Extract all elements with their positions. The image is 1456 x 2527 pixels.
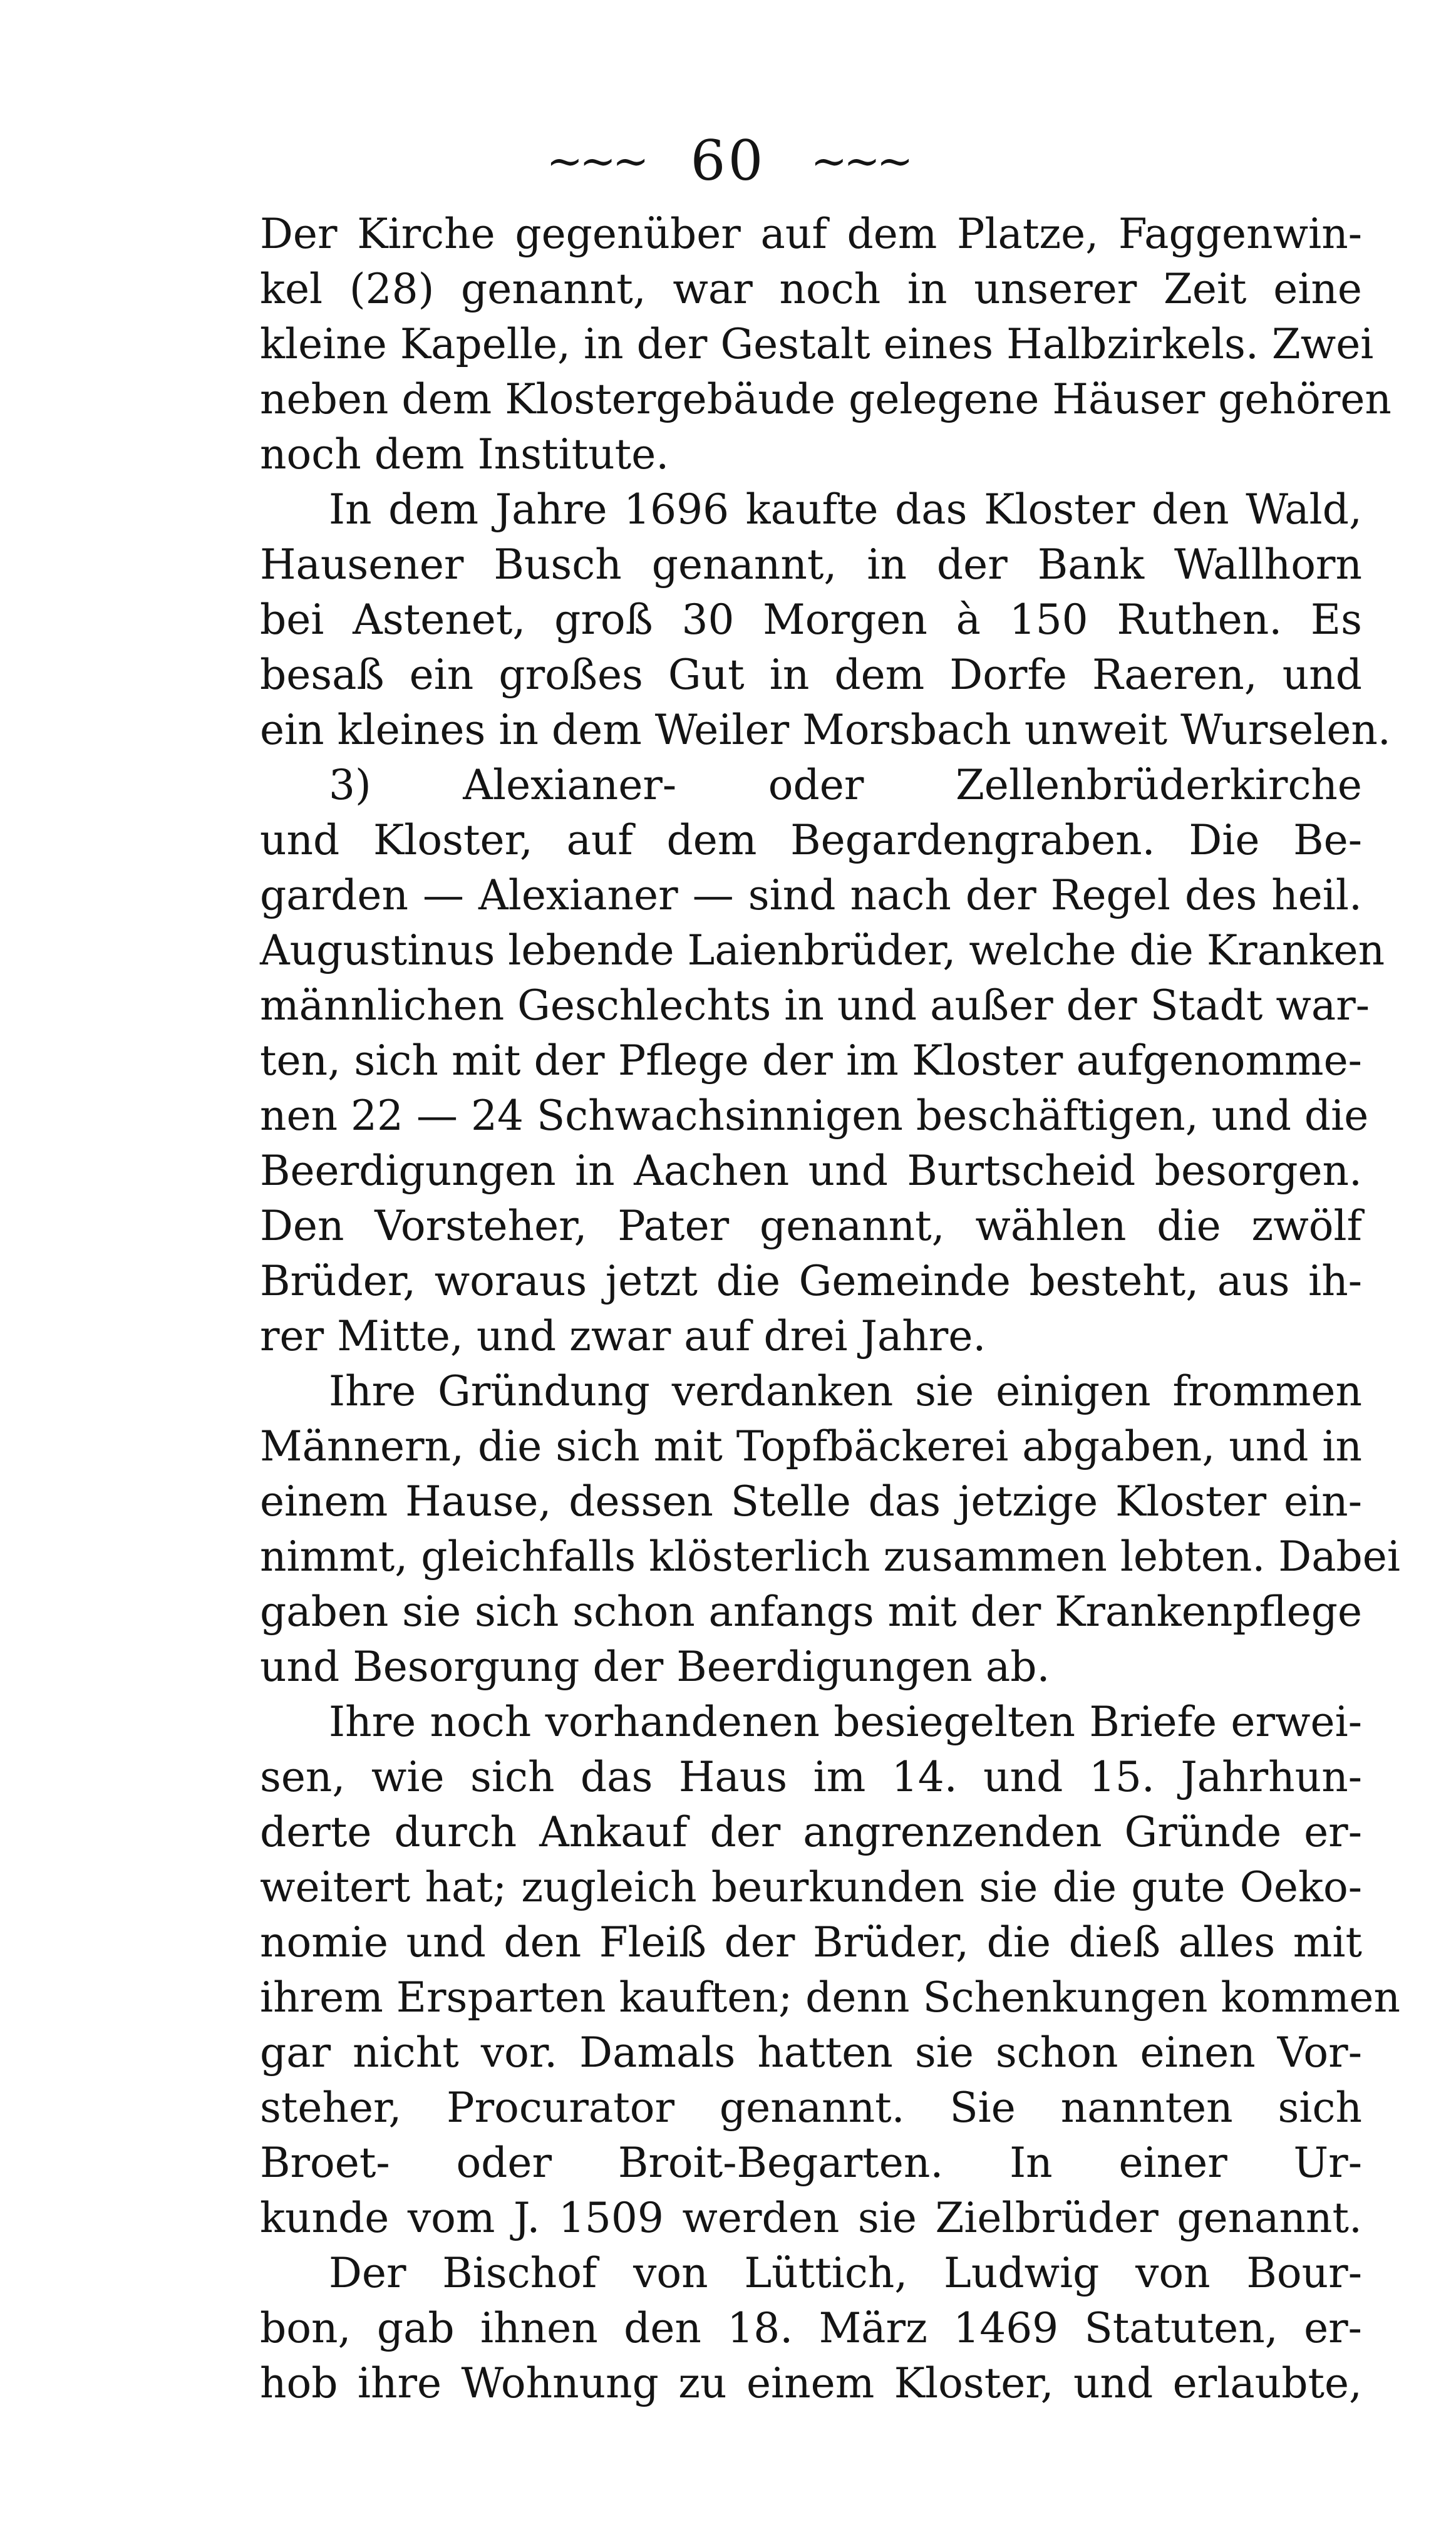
text-line: noch dem Institute.: [260, 430, 669, 478]
text-line: gaben sie sich schon anfangs mit der Krankenpflege: [260, 1588, 1362, 1636]
text-line: Hausener Busch genannt, in der Bank Wallhorn: [260, 540, 1362, 589]
text-line: derte durch Ankauf der angrenzenden Gründe er-: [260, 1808, 1362, 1856]
text-line: neben dem Klostergebäude gelegene Häuser gehören: [260, 375, 1391, 423]
ornament-right: ~~~: [810, 135, 910, 187]
text-line: Ihre Gründung verdanken sie einigen frommen: [329, 1367, 1362, 1415]
text-line: bei Astenet, groß 30 Morgen à 150 Ruthen. Es: [260, 596, 1362, 644]
text-line: 3) Alexianer- oder Zellenbrüderkirche: [329, 761, 1362, 809]
text-line: steher, Procurator genannt. Sie nannten sich: [260, 2084, 1362, 2132]
text-line: gar nicht vor. Damals hatten sie schon einen Vor-: [260, 2028, 1362, 2077]
page-number: 60: [690, 128, 766, 194]
text-line: bon, gab ihnen den 18. März 1469 Statuten, er-: [260, 2304, 1362, 2352]
text-line: kunde vom J. 1509 werden sie Zielbrüder genannt.: [260, 2194, 1362, 2242]
ornament-left: ~~~: [546, 135, 646, 187]
text-line: männlichen Geschlechts in und außer der Stadt war-: [260, 981, 1370, 1030]
text-line: Beerdigungen in Aachen und Burtscheid besorgen.: [260, 1147, 1362, 1195]
text-line: hob ihre Wohnung zu einem Kloster, und erlaubte,: [260, 2359, 1362, 2407]
text-line: und Kloster, auf dem Begardengraben. Die Be-: [260, 816, 1362, 864]
text-line: garden — Alexianer — sind nach der Regel des heil.: [260, 871, 1362, 919]
text-line: rer Mitte, und zwar auf drei Jahre.: [260, 1312, 986, 1360]
text-line: Brüder, woraus jetzt die Gemeinde besteht, aus ih-: [260, 1257, 1362, 1305]
text-line: Den Vorsteher, Pater genannt, wählen die zwölf: [260, 1202, 1362, 1250]
text-line: einem Hause, dessen Stelle das jetzige Kloster ein-: [260, 1477, 1362, 1526]
text-line: Ihre noch vorhandenen besiegelten Briefe erwei-: [329, 1698, 1362, 1746]
page-header: [0, 125, 1456, 192]
text-line: nimmt, gleichfalls klösterlich zusammen lebten. Dabei: [260, 1532, 1400, 1581]
text-line: kleine Kapelle, in der Gestalt eines Halbzirkels. Zwei: [260, 320, 1374, 368]
text-line: weitert hat; zugleich beurkunden sie die gute Oeko-: [260, 1863, 1362, 1911]
text-line: Männern, die sich mit Topfbäckerei abgaben, und in: [260, 1422, 1362, 1470]
text-line: Der Kirche gegenüber auf dem Platze, Faggenwin-: [260, 210, 1362, 258]
text-line: ein kleines in dem Weiler Morsbach unweit Wurselen.: [260, 706, 1391, 754]
text-line: sen, wie sich das Haus im 14. und 15. Jahrhun-: [260, 1753, 1362, 1801]
text-line: ten, sich mit der Pflege der im Kloster aufgenomme-: [260, 1036, 1362, 1085]
text-line: nen 22 — 24 Schwachsinnigen beschäftigen, und die: [260, 1092, 1369, 1140]
text-line: Der Bischof von Lüttich, Ludwig von Bour-: [329, 2249, 1362, 2297]
text-line: und Besorgung der Beerdigungen ab.: [260, 1643, 1050, 1691]
text-line: besaß ein großes Gut in dem Dorfe Raeren, und: [260, 651, 1362, 699]
text-line: Augustinus lebende Laienbrüder, welche die Kranken: [260, 926, 1385, 974]
text-line: In dem Jahre 1696 kaufte das Kloster den Wald,: [329, 485, 1362, 534]
text-line: nomie und den Fleiß der Brüder, die dieß alles mit: [260, 1918, 1362, 1966]
body-text: [260, 207, 1400, 2411]
text-line: kel (28) genannt, war noch in unserer Zeit eine: [260, 265, 1362, 313]
text-line: Broet- oder Broit-Begarten. In einer Ur-: [260, 2139, 1362, 2187]
text-line: ihrem Ersparten kauften; denn Schenkungen kommen: [260, 1973, 1400, 2022]
